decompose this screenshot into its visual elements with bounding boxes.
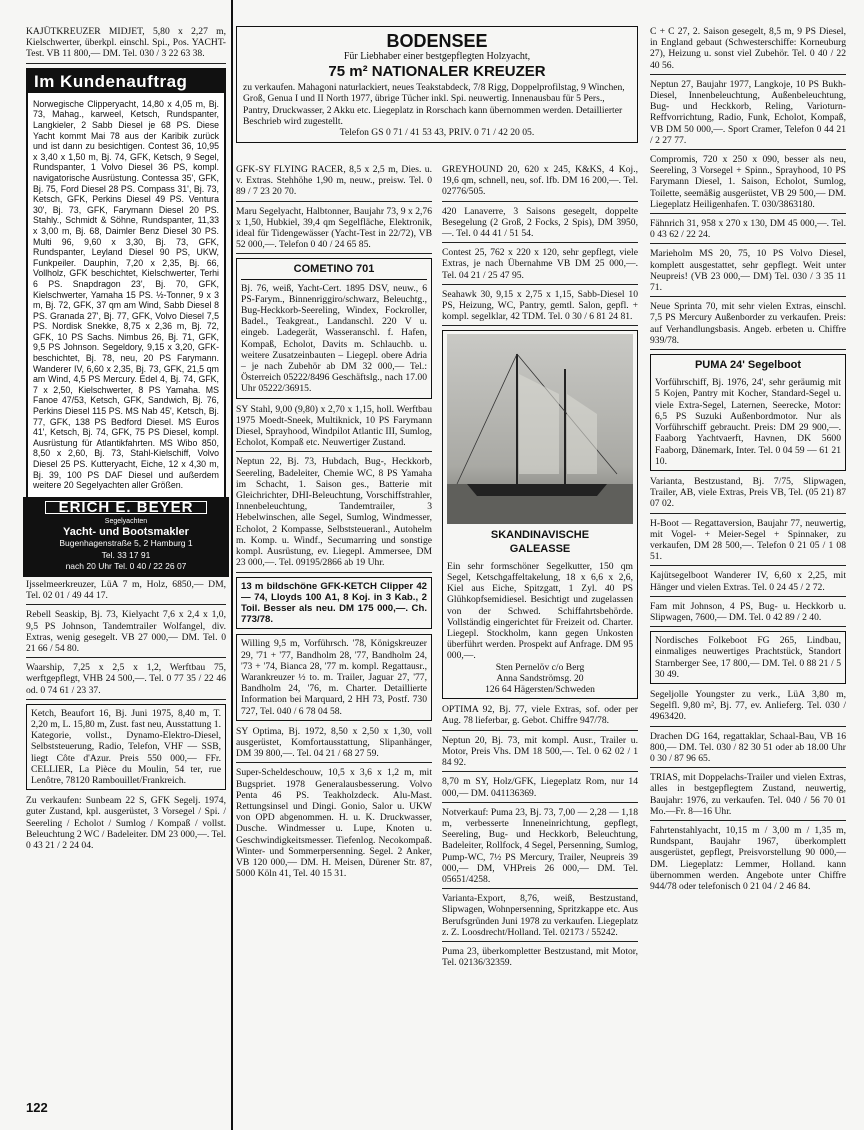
ad-h-boot: H-Boot — Regattaversion, Baujahr 77, neuwertig, mit Vogel- + Meier-Segel + Spinnaker, zu verkaufen, DM 28 500,—. Telefon 0 21 05 / 1 08 51.: [650, 518, 846, 567]
bodensee-subtitle: Für Liebhaber einer bestgepflegten Holzyacht,: [343, 51, 531, 62]
beyer-small: Segelyachten: [104, 517, 148, 525]
bodensee-ad: [236, 26, 638, 143]
bodensee-headline: 75 m² NATIONALER KREUZER: [328, 63, 546, 81]
cometino-text: Bj. 76, weiß, Yacht-Cert. 1895 DSV, neuw., 6 PS-Farym., Binnenriggiro/schwarz, Beleuchtg., Bug-Heckkorb-Seereling, Windex, Fockroller, Badel., Teakgreat., Landanschl. 220 V u. eingeb. Ladegerät, Wasseranschl. f. Hafen, Kompaß, Echolot, Davits m. Schlauchb. u. weitere Zusatzeinbauten – Liegepl. obere Adria – je nach Zubehör ab DM 32 000,— Tel.: Österreich 05222/8496 Geschäftslg., nach 17.00 Uhr 05222/36915.: [241, 282, 427, 395]
galeasse-addr-2: 126 64 Hägersten/Schweden: [485, 684, 595, 696]
bodensee-body: zu verkaufen. Mahagoni naturlackiert, neues Teakstabdeck, 7/8 Rigg, Doppelprofilstag, 9 Winchen, Groß, Genua I und II North 1977, übrige Tücher inkl. Spi. neuwertig. Innenausbau für 5 Pers., Pantry, Druckwasser, 2 Akku etc. Liegeplatz in Rorschach kann übernommen werden. Detaillierter Beschrieb wird zugestellt.: [243, 82, 625, 127]
ad-contest-25: Contest 25, 762 x 220 x 120, sehr gepflegt, viele Extras, je nach Übernahme VB DM 25 000,—. Tel. 04 21 / 25 47 95.: [442, 247, 638, 285]
ad-marieholm: Marieholm MS 20, 75, 10 PS Volvo Diesel, komplett ausgestattet, sehr gepflegt. Weit unter Neupreis! (VB 23 000,— DM) Tel. 030 / 3 35 11 71.: [650, 248, 846, 297]
galeasse-addr-1: Anna Sandströmsg. 20: [496, 672, 584, 684]
beyer-imprint: [23, 497, 229, 577]
ad-fahrtenstahlyacht: Fahrtenstahlyacht, 10,15 m / 3,00 m / 1,35 m, Rundspant, Baujahr 1967, überkomplett ausgerüstet, gepflegt, Preisvorstellung 90 000,— DM. Liegeplatz: Lemmer, Holland. kann übernommen werden. Angebote unter Chiffre 944/78 oder telefonisch 0 21 04 / 2 46 84.: [650, 824, 846, 892]
column-divider: [231, 0, 233, 1130]
bodensee-title: BODENSEE: [386, 31, 488, 51]
galeasse-title-2: GALEASSE: [509, 542, 571, 555]
ad-lanaverre: 420 Lanaverre, 3 Saisons gesegelt, doppelte Besegelung (2 Groß, 2 Focks, 2 Spis), DM 3950,—. Tel. 0 44 41 / 51 54.: [442, 206, 638, 244]
column-4: [650, 26, 846, 899]
ad-waarship: Waarship, 7,25 x 2,5 x 1,2, Werftbau 75, werftgepflegt, VHB 24 500,—. Tel. 0 77 35 / 22 46 od. 0 74 61 / 23 37.: [26, 662, 226, 700]
galeasse-name: Sten Pernelöv c/o Berg: [495, 661, 585, 673]
ad-maru: Maru Segelyacht, Halbtonner, Baujahr 73, 9 x 2,76 x 1,50, Hubkiel, 39,4 qm Segelfläche, Elektronik, ideal für Tidengewässer (Yacht-Test in 22/72), VB 52 000,—. Telefon 0 40 / 24 65 85.: [236, 206, 432, 255]
ad-ijssel: Ijsselmeerkreuzer, LüA 7 m, Holz, 6850,— DM, Tel. 02 01 / 49 44 17.: [26, 579, 226, 605]
ad-segeljolle: Segeljolle Youngster zu verk., LüA 3,80 m, Segelfl. 9,80 m², Bj. 77, ev. Anlieferg. Tel. 030 / 4963420.: [650, 689, 846, 727]
ad-seahawk: Seahawk 30, 9,15 x 2,75 x 1,15, Sabb-Diesel 10 PS, Heizung, WC, Pantry, gemtl. Salon, gepfl. + kompl. segelklar, 42 TDM. Tel. 0 30 / 6 81 24 81.: [442, 289, 638, 327]
ad-kajuetsegelboot: Kajütsegelboot Wanderer IV, 6,60 x 2,25, mit Hänger und vielen Extras. Tel. 0 24 45 / 2 72.: [650, 570, 846, 596]
column-3: [442, 164, 638, 975]
beyer-night: nach 20 Uhr Tel. 0 40 / 22 26 07: [65, 560, 187, 571]
ad-willing: Willing 9,5 m, Vorführsch. '78, Königskreuzer 29, '71 + '77, Bandholm 28, '77, Bandholm 24, '73 + '74, Bianca 28, '77 m. kompl. Regattausr., Warankreuzer ½ to. m. Trailer, Jaguar 27, '77, Bandholm 24, '76, m. Charter. Detaillierte Information bei Marquard, 2 HH 73, Postf. 730 727, Tel. 040 / 6 78 04 58.: [236, 634, 432, 720]
kundenauftrag-title: Im Kundenauftrag: [28, 70, 224, 93]
ad-super-scheldeschouw: Super-Scheldeschouw, 10,5 x 3,6 x 1,2 m, mit Bugspriet. 1978 Generalausbesserung. Volvo Penta 46 PS. Teakholzdeck. Alu-Mast. Rettungsinsel und Dingi. Gonio, Salor u. UKW von OPD abgenommen. H. u. K. Druckwasser, Dusche. Windmesser u. Lupe, Knoten u. Geschwindigkeitsmesser. Tiefenlog. Necokompaß. Winter- und Sommerpersenning. Segel. 2 Anker, VB 120 000,— DM. H. Meisen, Dürener Str. 87, 5000 Köln 41, Tel. 40 15 31.: [236, 767, 432, 880]
ad-neptun-22: Neptun 22, Bj. 73, Hubdach, Bug-, Heckkorb, Seereling, Badeleiter, Chemie WC, 8 PS Yamaha im Schacht, 1. Saison ges., Batterie mit Gleichrichter, DHI-Beleuchtung, Vorschiffstrahler, Innenbeleuchtung, Tandemtrailer, 3 Hebelwinschen, alle Segel, Sumlog, Windmesser, Echolot, 2 Kompasse, Selbststeueranl., Autohelm m. Komp. u. Windf., Secumarring und sonstige kompl. Ausrüstung, ev. Liegepl. Ammersee, DM 23 000,—. Tel. 09195/2866 ab 19 Uhr.: [236, 456, 432, 572]
ad-neptun-20: Neptun 20, Bj. 73, mit kompl. Ausr., Trailer u. Motor, Preis Vhs. DM 18 500,—. Tel. 0 62 02 / 1 84 92.: [442, 735, 638, 773]
puma-box: [650, 354, 846, 471]
ad-optima-92: OPTIMA 92, Bj. 77, viele Extras, sof. oder per Aug. 78 lieferbar, g. Gebot. Chiffre 947/78.: [442, 704, 638, 730]
column-2: [236, 164, 432, 886]
puma-text: Vorführschiff, Bj. 1976, 24', sehr geräumig mit 5 Kojen, Pantry mit Kocher, Standard-Segel u. viele Extra-Segel, Laternen, Seerecke, Motor: 6,5 PS Suzuki Außenbordmotor. Nur als Vorführschiff gebraucht. Preis: DM 29 900,—. Faaborg Yachtvaerft, Havnen, DK 5600 Faaborg, Dänemark, Inter. Tel. 0 04 59 — 61 21 10.: [655, 377, 841, 467]
ad-fam: Fam mit Johnson, 4 PS, Bug- u. Heckkorb u. Slipwagen, 7600,— DM. Tel. 0 42 89 / 2 40.: [650, 601, 846, 627]
ad-greyhound: GREYHOUND 20, 620 x 245, K&KS, 4 Koj., 19,6 qm, schnell, neu, sof. lfb. DM 16 200,—. Tel. 02776/505.: [442, 164, 638, 202]
beyer-name: ERICH E. BEYER: [45, 501, 207, 514]
ad-cc27: C + C 27, 2. Saison gesegelt, 8,5 m, 9 PS Diesel, in England gebaut (Schwesterschiffe: Korneuburg 27), Heizung u. sonst viel Zubehör. Tel. 0 40 / 22 40 56.: [650, 26, 846, 75]
ad-rebell: Rebell Seaskip, Bj. 73, Kielyacht 7,6 x 2,4 x 1,0, 9,5 PS Johnson, Tandemtrailer Wolfangel, div. Extras, wenig gesegelt. VB 27 000,— DM. Tel. 0 21 66 / 54 80.: [26, 609, 226, 658]
galeasse-photo: [447, 334, 633, 524]
ad-notverkauf: Notverkauf: Puma 23, Bj. 73, 7,00 — 2,28 — 1,18 m, verbesserte Inneneinrichtung, gepflegt, Seereling, Bug- und Heckkorb, Beleuchtung, Badeleiter, Rollfock, 4 Segel, Persenning, Sumlog, Pump-WC, 7½ PS Mercury, Trailer, Neupreis 39 000,— DM, VHPreis 26 000,— DM. Tel. 05651/4258.: [442, 807, 638, 889]
ad-folkeboot: Nordisches Folkeboot FG 265, Lindbau, einmaliges neuwertiges Prachtstück, Standort Starnberger See, 17 800,— DM. Tel. 0 88 21 / 5 30 49.: [650, 631, 846, 684]
page-number: 122: [26, 1100, 48, 1115]
beyer-tel: Tel. 33 17 91: [101, 549, 151, 560]
ad-varianta: Varianta, Bestzustand, Bj. 7/75, Slipwagen, Trailer, AB, viele Extras, Preis VB, Tel. (05 21) 87 07 02.: [650, 476, 846, 514]
cometino-title: COMETINO 701: [241, 262, 427, 279]
ad-sunbeam: Zu verkaufen: Sunbeam 22 S, GFK Segelj. 1974, guter Zustand, kpl. ausgerüstet, 3 Vorsegel / Spi. / Seereling / Echolot / Sumlog / Kompaß / vollst. Beleuchtung 2 WC / Badeleiter. DM 23 000,—. Tel. 0 43 21 / 2 24 04.: [26, 795, 226, 852]
column-1: [26, 26, 226, 858]
ad-neue-sprinta: Neue Sprinta 70, mit sehr vielen Extras, einschl. 7,5 PS Mercury Außenborder zu verkaufen. Preis: auf Verhandlungsbasis. Angeb. erbeten u. Chiffre 939/78.: [650, 301, 846, 350]
galeasse-title-1: SKANDINAVISCHE: [490, 529, 590, 542]
ad-varianta-export: Varianta-Export, 8,76, weiß, Bestzustand, Slipwagen, Wohnpersenning, Spritzkappe etc. Aus Berufsgründen Juni 1978 zu verkaufen. Liegeplatz z. Z. Loosdrecht/Holland. Tel. 02173 / 55242.: [442, 893, 638, 942]
cometino-box: [236, 258, 432, 398]
sailing-ship-image: [447, 334, 633, 524]
bodensee-tel: Telefon GS 0 71 / 41 53 43, PRIV. 0 71 / 42 20 05.: [339, 127, 535, 139]
ad-drachen: Drachen DG 164, regattaklar, Schaal-Bau, VB 16 800,— DM. Tel. 030 / 82 30 51 oder ab 18.00 Uhr 0 30 / 87 96 65.: [650, 731, 846, 769]
ad-sy-stahl: SY Stahl, 9,00 (9,80) x 2,70 x 1,15, holl. Werftbau 1975 Moedt-Sneek, Multiknick, 10 PS Farymann Diesel, Sprayhood, Windpilot Atlantic III, Sumlog, Echolot, Kompaß etc. Neuwertiger Zustand.: [236, 404, 432, 453]
kundenauftrag-text: Norwegische Clipperyacht, 14,80 x 4,05 m, Bj. 73, Mahag., karweel, Ketsch, Rundspanter, Langkieler, 2 Sabb Diesel je 68 PS. Diese Yacht kommt Mai 78 aus der Karibik zurück und ist dann zu besichtigen. Contest 36, 10,95 x 3,40 x 1,50 m, Bj. 74, GFK, Ketsch, 9 Segel, Rundspanter, 1 Volvo Diesel 36 PS, kompl. navigatorische Ausrüstung. Contessa 35', GFK, Bj. 75, Ford Diesel 28 PS. Compass 31', Bj. 73, Ketsch, GFK, Perkins Diesel 49 PS. Ventura 30', Bj. 73, GFK, Farymann Diesel 20 PS. Stahly., Schmidt & Söhne, Rundspanter, 11,33 x 3,00 m, Bj. 68, Daimler Benz Diesel 30 PS. Multi 96, 9,60 x 3,30, Bj. 73, GFK, Rundspanter, Leyland Diesel 90 PS, UKW, Funkpeiler. Dauphin, 7,20 x 2,35, Bj. 66, Vollholz, GFK beschichtet, Kielschwerter, Terhi 6 PS. Snapdragon 23', Bj. 70, GFK, Kielschwerter, Yamaha 15 PS. ½-Tonner, 9 x 3 m, Bj. 72, GFK, 37 qm am Wind, Sabb Diesel 8 PS. Granada 27', Bj. 77, GFK, Volvo Diesel 7,5 PS. Nordisk Snekke, 8,75 x 2,36 m, Bj. 72, GFK, 10 PS Sachs. Nimbus 26, Bj. 71, GFK, 9,5 PS Johnson. Segeldory, 9,15 x 3,20, GFK-beschichtet, Bj. 78, neu, 20 PS Farymann. Wanderer IV, 6,60 x 2,35, Bj. 73, GFK, 21,5 qm am Wind, 4,5 PS Mercury. Edel 4, Bj. 74, GFK, 7 x 2,50, Kielschwerter, 8 PS Yamaha. MS Fanoe 47/53, Ketsch, GFK, Sandwich, Bj. 76, Perkins Diesel 115 PS. MS Nab 45', Ketsch, Bj. 77, GFK, 138 PS Bedford Diesel. MS Euros 41', Ketsch, Bj. 74, GFK, 75 PS Diesel, kompl. Ausrüstung für Atlantikfahrten. MS Wibo 850, 8,50 x 2,60, Bj. 73, Stahl-Kielschiff, Volvo Diesel 25 PS. Kutteryacht, Eiche, 12 x 4,30 m, Bj. 39, 100 PS DAF Diesel und außerdem weitere 20 Segelyachten aller Größen.: [33, 98, 219, 491]
ad-ketch-beaufort: Ketch, Beaufort 16, Bj. Juni 1975, 8,40 m, T. 2,20 m, L. 15,80 m, Zust. fast neu, Ausstattung 1. Kategorie, vollst., Dynamo-Elektro-Diesel, Selbststeuerung, Radio, Telefon, VHF — SSB, liegt Côte d'Azur. Preis 550 000,— FFr. CELLIER, La Pièce du Moulin, 54 ter, rue Lenôtre, 78120 Rambouillet/Frankreich.: [26, 704, 226, 790]
beyer-address: Bugenhagenstraße 5, 2 Hamburg 1: [59, 538, 193, 549]
ad-sy-optima: SY Optima, Bj. 1972, 8,50 x 2,50 x 1,30, voll ausgerüstet, Komfortausstattung, Slipanhänger, DM 39 800,—. Tel. 04 21 / 68 27 59.: [236, 726, 432, 764]
galeasse-box: [442, 330, 638, 699]
galeasse-text: Ein sehr formschöner Segelkutter, 150 qm Segel, Ketschgaffeltakelung, 18 x 6,6 x 2,6, Kiel aus Eiche, Spitzgatt, 1 Zyl. 40 PS Glühkopfsemidiesel. Besichtigt und zugelassen von der Schwed. Schiffahrtsbehörde. Vollständig eingerichtet für Freizeit od. Charter. Liegepl. Stockholm, kann gegen Unkosten überführt werden. Prospekt auf Anfrage. DM 95 000,—.: [447, 560, 633, 662]
ad-flying-racer: GFK-SY FLYING RACER, 8,5 x 2,5 m, Dies. u. v. Extras. Stehhöhe 1,90 m, neuw., preisw. Tel. 0 89 / 7 23 20 70.: [236, 164, 432, 202]
puma-title: PUMA 24' Segelboot: [694, 359, 802, 372]
ad-kajuetkreuzer: KAJÜTKREUZER MIDJET, 5,80 x 2,27 m, Kielschwerter, überkpl. einschl. Spi., Pos. YACHT-Test. VB 11 800,— DM. Tel. 030 / 3 22 63 38.: [26, 26, 226, 64]
ad-8-70-sy: 8,70 m SY, Holz/GFK, Liegeplatz Rom, nur 14 000,— DM. 041136369.: [442, 776, 638, 802]
ad-compromis: Compromis, 720 x 250 x 090, besser als neu, Seereling, 3 Vorsegel + Spinn., Sprayhood, 10 PS Farymann Diesel, 1. Saison, Echolot, Sumlog, Toilette, seemäßig ausgerüstet, VB 29 500,— DM. Liegeplatz Heiligenhafen. T. 030/3863180.: [650, 154, 846, 214]
kundenauftrag-box: [26, 68, 226, 573]
ad-puma-23: Puma 23, überkompletter Bestzustand, mit Motor, Tel. 02136/32359.: [442, 945, 638, 969]
ad-gfk-ketch: 13 m bildschöne GFK-KETCH Clipper 42 — 74, Lloyds 100 A1, 8 Koj. in 3 Kab., 2 Toil. Besser als neu. DM 175 000,—. Ch. 773/78.: [236, 577, 432, 630]
beyer-title: Yacht- und Bootsmakler: [63, 526, 189, 539]
ad-faehnrich: Fähnrich 31, 958 x 270 x 130, DM 45 000,—. Tel. 0 43 62 / 22 24.: [650, 218, 846, 244]
ad-trias: TRIAS, mit Doppelachs-Trailer und vielen Extras, alles in bestgepflegtem Zustand, neuwertig, Baujahr: 1976, zu verkaufen. Tel. 040 / 56 70 01 Mo.—Fr. 8—16 Uhr.: [650, 772, 846, 821]
ad-neptun-27: Neptun 27, Baujahr 1977, Langkoje, 10 PS Bukh-Diesel, Innenbeleuchtung, Außenbeleuchtung, Bug- und Heckkorb, Reling, Varioturn-Reffvorrichtung, Radio, Funk, Echolot, Kompaß, VB DM 50 000,—. Sport Cramer, Telefon 0 44 21 / 2 27 77.: [650, 79, 846, 150]
